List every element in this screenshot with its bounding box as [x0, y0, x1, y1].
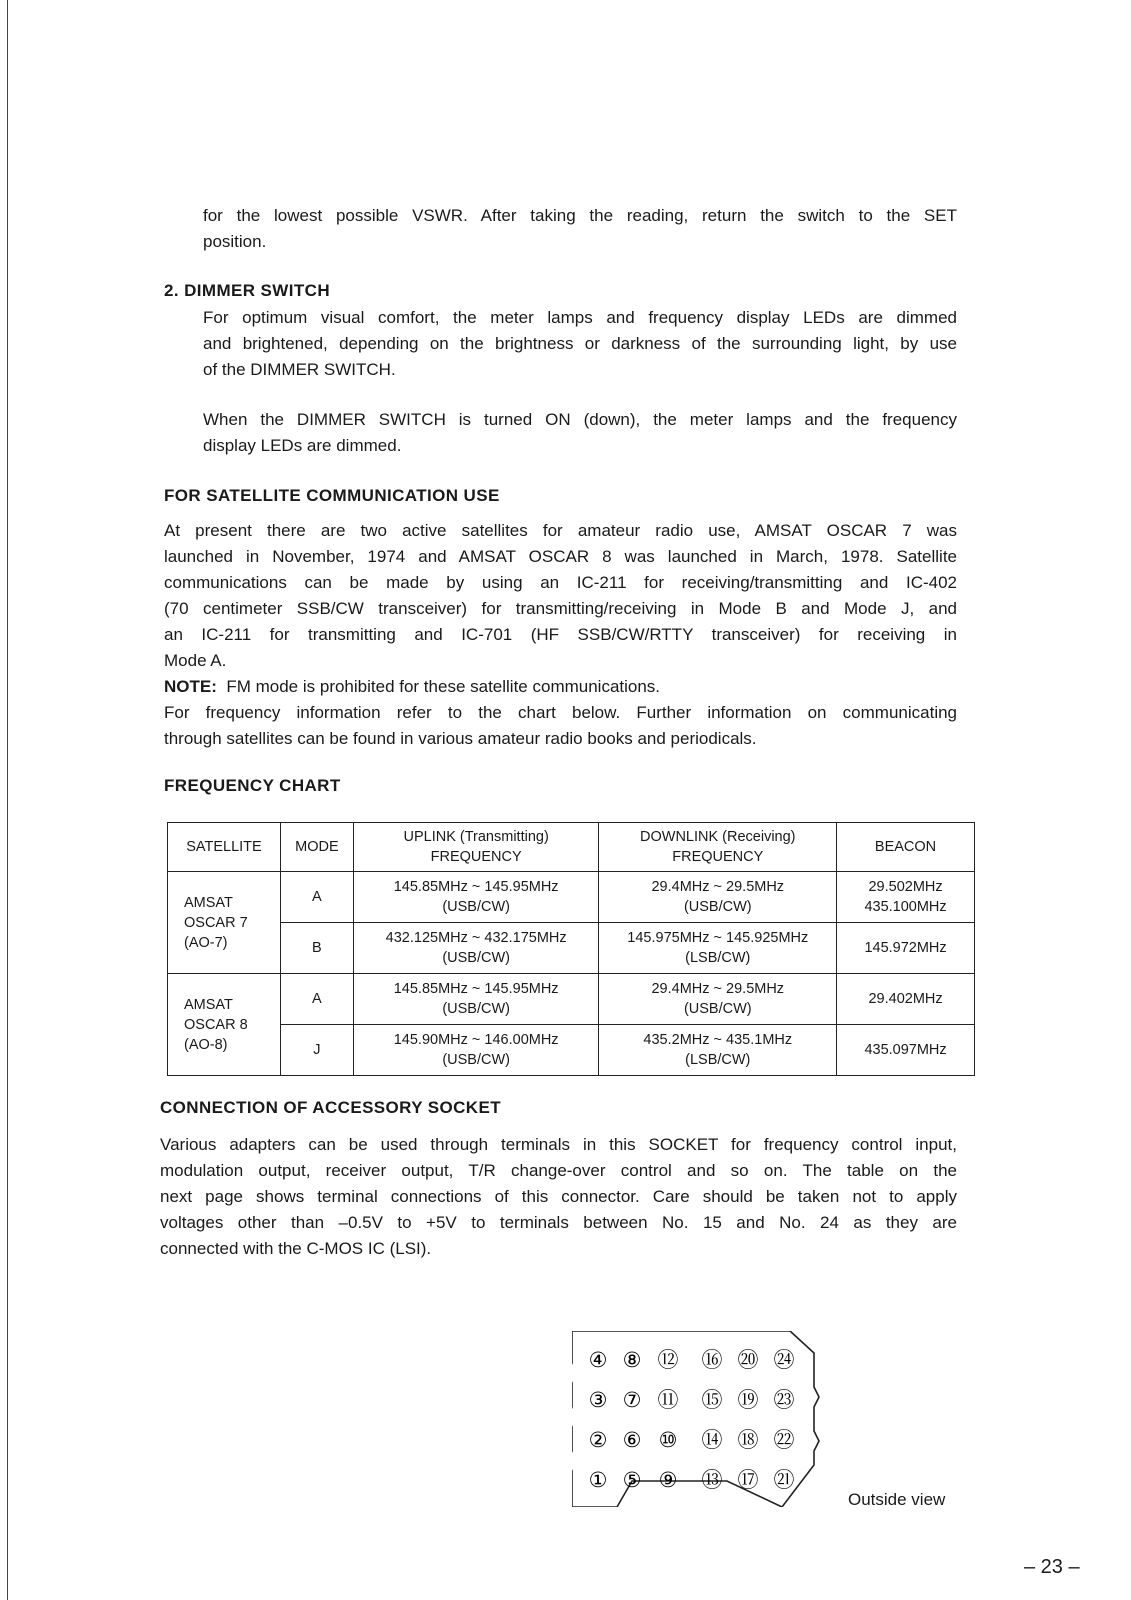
- note-text: FM mode is prohibited for these satellite communications.: [226, 677, 661, 696]
- downlink-cell: 435.2MHz ~ 435.1MHz (LSB/CW): [599, 1025, 837, 1076]
- beacon-cell: 29.502MHz 435.100MHz: [837, 872, 975, 923]
- pin-23: ㉓: [773, 1388, 795, 1412]
- dimmer-p1-line-1: For optimum visual comfort, the meter lamps and frequency display LEDs are dimmed: [203, 308, 957, 327]
- satellite-cell-ao7: AMSAT OSCAR 7 (AO-7): [168, 872, 281, 974]
- intro-line-2: position.: [203, 232, 267, 251]
- chart-heading: FREQUENCY CHART: [164, 776, 341, 795]
- dimmer-p2-line-1: When the DIMMER SWITCH is turned ON (down), the meter lamps and the frequency: [203, 410, 957, 429]
- pin-17: ⑰: [737, 1468, 759, 1492]
- pin-20: ⑳: [737, 1348, 759, 1372]
- pin-11: ⑪: [657, 1388, 679, 1412]
- downlink-cell: 145.975MHz ~ 145.925MHz (LSB/CW): [599, 923, 837, 974]
- outside-view-label: Outside view: [848, 1490, 946, 1509]
- pin-10: ⑩: [658, 1428, 678, 1452]
- pin-6: ⑥: [622, 1428, 642, 1452]
- table-row: [168, 974, 975, 1025]
- mode-cell: A: [280, 974, 353, 1025]
- header-beacon: BEACON: [837, 823, 975, 872]
- pin-14: ⑭: [701, 1428, 723, 1452]
- header-downlink: DOWNLINK (Receiving) FREQUENCY: [599, 823, 837, 872]
- uplink-cell: 432.125MHz ~ 432.175MHz (USB/CW): [353, 923, 599, 974]
- mode-cell: A: [280, 872, 353, 923]
- mode-cell: B: [280, 923, 353, 974]
- uplink-cell: 145.85MHz ~ 145.95MHz (USB/CW): [353, 872, 599, 923]
- satellite-line-3: communications can be made by using an IC-211 for receiving/transmitting and IC-402: [164, 573, 957, 592]
- satellite-line-9: through satellites can be found in various amateur radio books and periodicals.: [164, 729, 757, 748]
- header-mode: MODE: [280, 823, 353, 872]
- satellite-line-2: launched in November, 1974 and AMSAT OSCAR 8 was launched in March, 1978. Satellite: [164, 547, 957, 566]
- pin-1: ①: [588, 1468, 608, 1492]
- pin-24: ㉔: [773, 1348, 795, 1372]
- accessory-line-1: Various adapters can be used through terminals in this SOCKET for frequency control input,: [160, 1135, 957, 1154]
- pin-8: ⑧: [622, 1348, 642, 1372]
- intro-line-1: for the lowest possible VSWR. After taking the reading, return the switch to the SET: [203, 206, 957, 225]
- pin-2: ②: [588, 1428, 608, 1452]
- accessory-socket-diagram: [572, 1331, 836, 1507]
- mode-cell: J: [280, 1025, 353, 1076]
- dimmer-p1-line-3: of the DIMMER SWITCH.: [203, 360, 396, 379]
- note-label: NOTE:: [164, 677, 217, 696]
- pin-19: ⑲: [737, 1388, 759, 1412]
- pin-5: ⑤: [622, 1468, 642, 1492]
- dimmer-heading: 2. DIMMER SWITCH: [164, 281, 331, 300]
- accessory-line-5: connected with the C-MOS IC (LSI).: [160, 1239, 432, 1258]
- beacon-cell: 29.402MHz: [837, 974, 975, 1025]
- pin-15: ⑮: [701, 1388, 723, 1412]
- dimmer-p1-line-2: and brightened, depending on the brightness or darkness of the surrounding light, by use: [203, 334, 957, 353]
- accessory-heading: CONNECTION OF ACCESSORY SOCKET: [160, 1098, 502, 1117]
- accessory-line-4: voltages other than –0.5V to +5V to terminals between No. 15 and No. 24 as they are: [160, 1213, 957, 1232]
- dimmer-p2-line-2: display LEDs are dimmed.: [203, 436, 402, 455]
- satellite-note: [164, 674, 660, 700]
- header-satellite: SATELLITE: [168, 823, 281, 872]
- pin-21: ㉑: [773, 1468, 795, 1492]
- pin-9: ⑨: [658, 1468, 678, 1492]
- satellite-cell-ao8: AMSAT OSCAR 8 (AO-8): [168, 974, 281, 1076]
- satellite-line-6: Mode A.: [164, 651, 227, 670]
- satellite-line-4: (70 centimeter SSB/CW transceiver) for transmitting/receiving in Mode B and Mode J, and: [164, 599, 957, 618]
- table-row: [168, 923, 975, 974]
- beacon-cell: 435.097MHz: [837, 1025, 975, 1076]
- pin-18: ⑱: [737, 1428, 759, 1452]
- accessory-line-2: modulation output, receiver output, T/R change-over control and so on. The table on the: [160, 1161, 957, 1180]
- satellite-heading: FOR SATELLITE COMMUNICATION USE: [164, 486, 500, 505]
- pin-4: ④: [588, 1348, 608, 1372]
- satellite-line-1: At present there are two active satellites for amateur radio use, AMSAT OSCAR 7 was: [164, 521, 957, 540]
- frequency-chart-table: [167, 822, 975, 1076]
- table-header-row: [168, 823, 975, 872]
- pin-3: ③: [588, 1388, 608, 1412]
- downlink-cell: 29.4MHz ~ 29.5MHz (USB/CW): [599, 974, 837, 1025]
- pin-13: ⑬: [701, 1468, 723, 1492]
- uplink-cell: 145.90MHz ~ 146.00MHz (USB/CW): [353, 1025, 599, 1076]
- header-uplink: UPLINK (Transmitting) FREQUENCY: [353, 823, 599, 872]
- satellite-line-5: an IC-211 for transmitting and IC-701 (HF SSB/CW/RTTY transceiver) for receiving in: [164, 625, 957, 644]
- pin-grid: [589, 1348, 795, 1492]
- beacon-cell: 145.972MHz: [837, 923, 975, 974]
- binding-edge-line: [7, 0, 8, 1600]
- pin-22: ㉒: [773, 1428, 795, 1452]
- table-row: [168, 1025, 975, 1076]
- page-number: – 23 –: [1024, 1556, 1080, 1578]
- pin-12: ⑫: [657, 1348, 679, 1372]
- pin-16: ⑯: [701, 1348, 723, 1372]
- downlink-cell: 29.4MHz ~ 29.5MHz (USB/CW): [599, 872, 837, 923]
- uplink-cell: 145.85MHz ~ 145.95MHz (USB/CW): [353, 974, 599, 1025]
- accessory-line-3: next page shows terminal connections of this connector. Care should be taken not to apply: [160, 1187, 957, 1206]
- pin-7: ⑦: [622, 1388, 642, 1412]
- satellite-line-8: For frequency information refer to the chart below. Further information on communicating: [164, 703, 957, 722]
- table-row: [168, 872, 975, 923]
